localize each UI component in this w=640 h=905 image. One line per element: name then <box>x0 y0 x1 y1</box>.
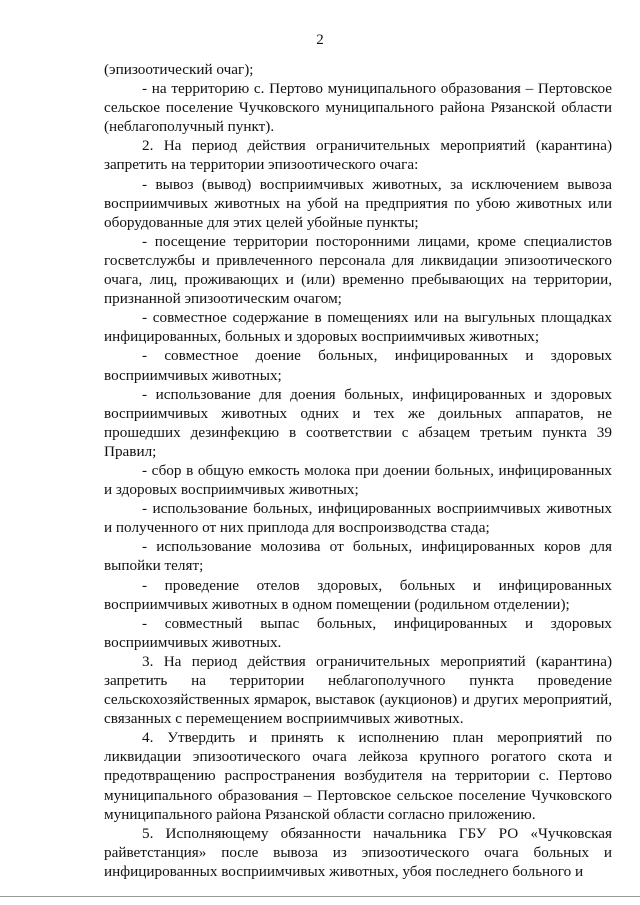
paragraph-14: 3. На период действия ограничительных мероприятий (карантина) запретить на территории неблагополучного пункта проведение сельскохозяйственных ярмарок, выставок (аукционов) и других мероприятий, связанных с перемещением восприимчивых животных. <box>104 652 612 728</box>
paragraph-12: - проведение отелов здоровых, больных и инфицированных восприимчивых животных в одном помещении (родильном отделении); <box>104 576 612 613</box>
paragraph-15: 4. Утвердить и принять к исполнению план мероприятий по ликвидации эпизоотического очага лейкоза крупного рогатого скота и предотвращению распространения возбудителя на территории с. Пертово муниципального образования – Пертовское сельское поселение Чучковского муниципального района Рязанской области согласно приложению. <box>104 729 612 823</box>
paragraph-16: 5. Исполняющему обязанности начальника ГБУ РО «Чучковская райветстанция» после вывоза из эпизоотического очага больных и инфицированных восприимчивых животных, убоя последнего больного и <box>104 824 612 880</box>
paragraph-8: - использование для доения больных, инфицированных и здоровых восприимчивых животных одних и тех же доильных аппаратов, не прошедших дезинфекцию в соответствии с абзацем третьим пункта 39 Правил; <box>104 385 612 460</box>
paragraph-7: - совместное доение больных, инфицированных и здоровых восприимчивых животных; <box>104 347 612 384</box>
paragraph-2: - на территорию с. Пертово муниципального образования – Пертовское сельское поселение Чучковского муниципального района Рязанской области (неблагополучный пункт). <box>104 80 612 136</box>
paragraph-11: - использование молозива от больных, инфицированных коров для выпойки телят; <box>104 538 612 575</box>
page-number: 2 <box>316 32 324 48</box>
document-body <box>104 60 612 881</box>
paragraph-4: - вывоз (вывод) восприимчивых животных, за исключением вывоза восприимчивых животных на убой на предприятия по убою животных или оборудованные для этих целей убойные пункты; <box>104 175 612 231</box>
paragraph-10: - использование больных, инфицированных восприимчивых животных и полученного от них приплода для воспроизводства стада; <box>104 500 612 537</box>
paragraph-9: - сбор в общую емкость молока при доении больных, инфицированных и здоровых восприимчивых животных; <box>104 461 612 499</box>
scan-edge-divider <box>0 896 640 897</box>
paragraph-1: (эпизоотический очаг); <box>104 61 254 78</box>
paragraph-6: - совместное содержание в помещениях или на выгульных площадках инфицированных, больных и здоровых восприимчивых животных; <box>104 309 612 346</box>
paragraph-3: 2. На период действия ограничительных мероприятий (карантина) запретить на территории эпизоотического очага: <box>104 137 612 174</box>
paragraph-5: - посещение территории посторонними лицами, кроме специалистов госветслужбы и привлеченного персонала для ликвидации эпизоотического очага, лиц, проживающих и (или) временно пребывающих на территории, признанной эпизоотическим очагом; <box>104 232 612 308</box>
paragraph-13: - совместный выпас больных, инфицированных и здоровых восприимчивых животных. <box>104 614 612 651</box>
